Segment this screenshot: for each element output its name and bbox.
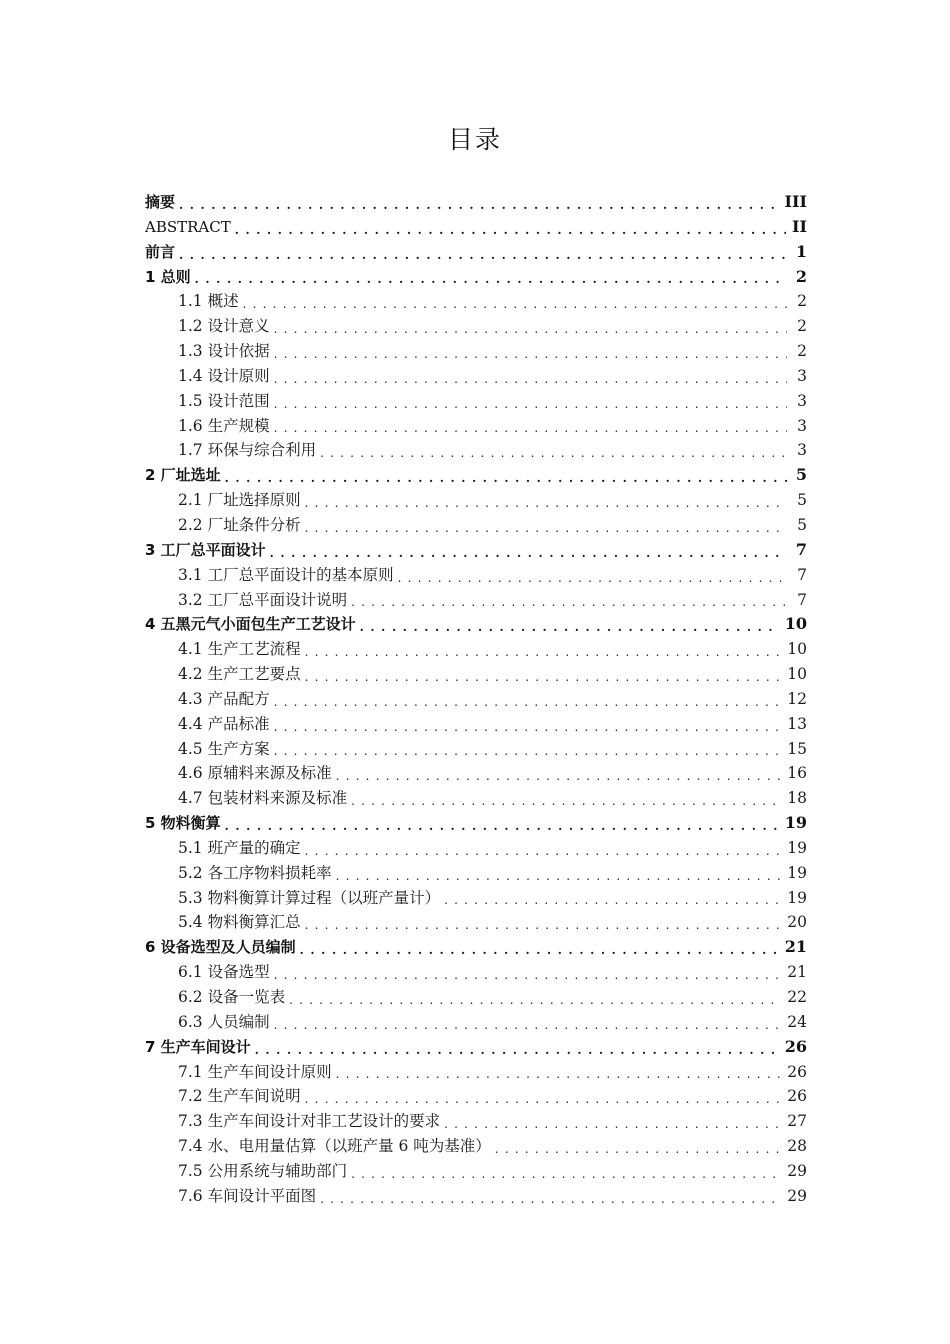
- toc-page-number: 2: [797, 317, 807, 336]
- toc-page-number: 19: [787, 888, 807, 907]
- toc-entry-label: 1 总则: [145, 267, 191, 286]
- toc-chapter-entry[interactable]: [145, 538, 807, 563]
- toc-page-number: 16: [787, 764, 807, 783]
- toc-chapter-entry[interactable]: [145, 463, 807, 488]
- toc-page-number: 10: [787, 640, 807, 659]
- toc-dot-leader: [320, 438, 787, 463]
- toc-page-number: 22: [787, 988, 807, 1006]
- toc-entry-label: 6.2 设备一览表: [178, 988, 286, 1006]
- toc-page-number: 26: [784, 1036, 807, 1056]
- toc-entry-label: 1.2 设计意义: [178, 317, 270, 336]
- toc-dot-leader: [444, 1109, 781, 1134]
- toc-section-entry[interactable]: [145, 438, 807, 463]
- toc-page-number: 21: [787, 963, 807, 982]
- toc-page-number: 10: [787, 665, 807, 684]
- toc-section-entry[interactable]: [145, 563, 807, 588]
- toc-entry-label: 2 厂址选址: [145, 466, 221, 485]
- toc-chapter-entry[interactable]: [145, 935, 807, 960]
- toc-entry-label: 6.3 人员编制: [178, 1012, 270, 1031]
- toc-section-entry[interactable]: [145, 1084, 807, 1109]
- toc-section-entry[interactable]: [145, 1134, 807, 1159]
- toc-page-number: 7: [797, 565, 807, 584]
- toc-entry-label: 5.3 物料衡算计算过程（以班产量计）: [178, 888, 441, 907]
- toc-entry-label: 3.2 工厂总平面设计说明: [178, 590, 348, 609]
- toc-entry-label: 7.2 生产车间说明: [178, 1087, 301, 1106]
- toc-dot-leader: [336, 1060, 782, 1085]
- toc-page-number: 26: [787, 1062, 807, 1081]
- toc-chapter-entry[interactable]: [145, 1035, 807, 1060]
- toc-section-entry[interactable]: [145, 289, 807, 314]
- toc-entry-label: 5.4 物料衡算汇总: [178, 913, 301, 932]
- toc-entry-label: 4.4 产品标准: [178, 714, 270, 733]
- toc-page-number: III: [784, 192, 807, 211]
- toc-section-entry[interactable]: [145, 861, 807, 886]
- toc-dot-leader: [320, 1184, 781, 1209]
- toc-page-number: 10: [784, 614, 807, 634]
- toc-section-entry[interactable]: [145, 364, 807, 389]
- toc-page-number: 5: [795, 465, 807, 485]
- toc-section-entry[interactable]: [145, 389, 807, 414]
- toc-chapter-entry[interactable]: [145, 215, 807, 240]
- toc-section-entry[interactable]: [145, 314, 807, 339]
- toc-dot-leader: [300, 935, 779, 960]
- toc-chapter-entry[interactable]: [145, 265, 807, 290]
- toc-page-number: 2: [797, 292, 807, 311]
- toc-dot-leader: [274, 314, 787, 339]
- toc-entry-label: 7.6 车间设计平面图: [178, 1186, 317, 1205]
- toc-entry-label: 2.2 厂址条件分析: [178, 515, 301, 534]
- toc-section-entry[interactable]: [145, 761, 807, 786]
- toc-section-entry[interactable]: [145, 637, 807, 662]
- toc-section-entry[interactable]: [145, 1109, 807, 1134]
- toc-page-number: 1: [795, 241, 807, 261]
- toc-page-number: 24: [787, 1012, 807, 1031]
- toc-dot-leader: [336, 861, 782, 886]
- toc-section-entry[interactable]: [145, 1159, 807, 1184]
- toc-section-entry[interactable]: [145, 414, 807, 439]
- toc-entry-label: 5.1 班产量的确定: [178, 838, 301, 857]
- toc-section-entry[interactable]: [145, 786, 807, 811]
- toc-entry-label: 4 五黑元气小面包生产工艺设计: [145, 615, 356, 634]
- toc-entry-label: 1.4 设计原则: [178, 366, 270, 385]
- toc-dot-leader: [305, 1084, 782, 1109]
- toc-dot-leader: [235, 215, 786, 240]
- toc-dot-leader: [305, 513, 787, 538]
- toc-section-entry[interactable]: [145, 513, 807, 538]
- toc-page-number: II: [792, 216, 807, 236]
- toc-entry-label: 4.2 生产工艺要点: [178, 665, 301, 684]
- toc-entry-label: 7.4 水、电用量估算（以班产量 6 吨为基准）: [178, 1137, 491, 1156]
- toc-section-entry[interactable]: [145, 886, 807, 911]
- toc-dot-leader: [351, 1159, 781, 1184]
- toc-entry-label: 3.1 工厂总平面设计的基本原则: [178, 565, 394, 584]
- toc-page-number: 19: [787, 863, 807, 882]
- toc-dot-leader: [274, 737, 782, 762]
- toc-entry-label: 1.5 设计范围: [178, 391, 270, 410]
- toc-section-entry[interactable]: [145, 662, 807, 687]
- toc-section-entry[interactable]: [145, 836, 807, 861]
- toc-section-entry[interactable]: [145, 985, 807, 1010]
- toc-section-entry[interactable]: [145, 488, 807, 513]
- toc-entry-label: 4.7 包装材料来源及标准: [178, 789, 348, 808]
- toc-chapter-entry[interactable]: [145, 190, 807, 215]
- toc-page-number: 19: [784, 813, 807, 833]
- toc-section-entry[interactable]: [145, 1184, 807, 1209]
- toc-dot-leader: [289, 985, 781, 1010]
- toc-entry-label: 7 生产车间设计: [145, 1037, 251, 1056]
- toc-entry-label: 1.6 生产规模: [178, 416, 270, 435]
- toc-dot-leader: [305, 836, 782, 861]
- toc-entry-label: 4.5 生产方案: [178, 739, 270, 758]
- toc-entry-label: 7.5 公用系统与辅助部门: [178, 1161, 348, 1180]
- toc-chapter-entry[interactable]: [145, 612, 807, 637]
- toc-dot-leader: [305, 637, 782, 662]
- toc-entry-label: 2.1 厂址选择原则: [178, 491, 301, 510]
- toc-page-number: 5: [797, 491, 807, 510]
- toc-dot-leader: [351, 588, 787, 613]
- toc-dot-leader: [274, 364, 787, 389]
- toc-page-number: 26: [787, 1087, 807, 1106]
- toc-page-number: 15: [787, 739, 807, 758]
- toc-entry-label: ABSTRACT: [145, 217, 231, 236]
- toc-entry-label: 1.7 环保与综合利用: [178, 441, 317, 460]
- toc-dot-leader: [444, 886, 781, 911]
- toc-dot-leader: [274, 960, 782, 985]
- toc-section-entry[interactable]: [145, 687, 807, 712]
- toc-dot-leader: [270, 538, 787, 563]
- toc-page-number: 7: [797, 590, 807, 609]
- toc-page-number: 20: [787, 913, 807, 932]
- toc-entry-label: 4.3 产品配方: [178, 689, 270, 708]
- toc-entry-label: 1.3 设计依据: [178, 342, 270, 361]
- toc-section-entry[interactable]: [145, 1010, 807, 1035]
- toc-dot-leader: [351, 786, 781, 811]
- toc-entry-label: 1.1 概述: [178, 292, 239, 311]
- toc-page-number: 21: [784, 937, 807, 957]
- toc-dot-leader: [274, 687, 782, 712]
- toc-page-number: 3: [797, 366, 807, 385]
- toc-page-number: 2: [795, 266, 807, 286]
- table-of-contents: [145, 190, 807, 1209]
- toc-entry-label: 摘要: [145, 193, 176, 211]
- toc-entry-label: 5.2 各工序物料损耗率: [178, 863, 332, 882]
- toc-page-number: 3: [797, 391, 807, 410]
- toc-dot-leader: [274, 339, 787, 364]
- toc-dot-leader: [274, 414, 787, 439]
- toc-page-number: 3: [797, 416, 807, 435]
- toc-dot-leader: [398, 563, 787, 588]
- toc-section-entry[interactable]: [145, 588, 807, 613]
- toc-entry-label: 6.1 设备选型: [178, 963, 270, 982]
- toc-section-entry[interactable]: [145, 712, 807, 737]
- toc-page-number: 28: [787, 1137, 807, 1156]
- toc-entry-label: 7.1 生产车间设计原则: [178, 1062, 332, 1081]
- toc-page-number: 2: [797, 342, 807, 361]
- toc-entry-label: 6 设备选型及人员编制: [145, 938, 296, 957]
- toc-dot-leader: [305, 910, 782, 935]
- toc-dot-leader: [274, 389, 787, 414]
- toc-section-entry[interactable]: [145, 737, 807, 762]
- toc-page-number: 5: [797, 515, 807, 534]
- toc-section-entry[interactable]: [145, 339, 807, 364]
- toc-dot-leader: [360, 612, 779, 637]
- toc-dot-leader: [225, 811, 779, 836]
- toc-dot-leader: [274, 712, 782, 737]
- toc-dot-leader: [305, 662, 782, 687]
- toc-dot-leader: [243, 289, 787, 314]
- toc-page-number: 27: [787, 1112, 807, 1131]
- toc-section-entry[interactable]: [145, 960, 807, 985]
- toc-chapter-entry[interactable]: [145, 240, 807, 265]
- toc-dot-leader: [274, 1010, 782, 1035]
- toc-page-number: 13: [787, 714, 807, 733]
- toc-entry-label: 5 物料衡算: [145, 814, 221, 833]
- toc-dot-leader: [336, 761, 782, 786]
- toc-dot-leader: [179, 190, 779, 215]
- toc-entry-label: 4.1 生产工艺流程: [178, 640, 301, 659]
- toc-dot-leader: [495, 1134, 781, 1159]
- toc-entry-label: 3 工厂总平面设计: [145, 540, 266, 559]
- toc-page-number: 19: [787, 838, 807, 857]
- page-title: 目录: [447, 125, 502, 154]
- toc-dot-leader: [305, 488, 787, 513]
- toc-entry-label: 4.6 原辅料来源及标准: [178, 764, 332, 783]
- toc-dot-leader: [225, 463, 787, 488]
- toc-dot-leader: [255, 1035, 779, 1060]
- toc-page-number: 12: [787, 689, 807, 708]
- toc-dot-leader: [195, 265, 787, 290]
- toc-page-number: 3: [797, 441, 807, 460]
- toc-section-entry[interactable]: [145, 910, 807, 935]
- toc-page-number: 7: [795, 539, 807, 559]
- toc-page-number: 29: [787, 1161, 807, 1180]
- toc-entry-label: 7.3 生产车间设计对非工艺设计的要求: [178, 1112, 441, 1131]
- toc-entry-label: 前言: [145, 242, 176, 261]
- toc-section-entry[interactable]: [145, 1060, 807, 1085]
- toc-page-number: 29: [787, 1186, 807, 1205]
- toc-dot-leader: [179, 240, 787, 265]
- toc-chapter-entry[interactable]: [145, 811, 807, 836]
- toc-page-number: 18: [787, 789, 807, 808]
